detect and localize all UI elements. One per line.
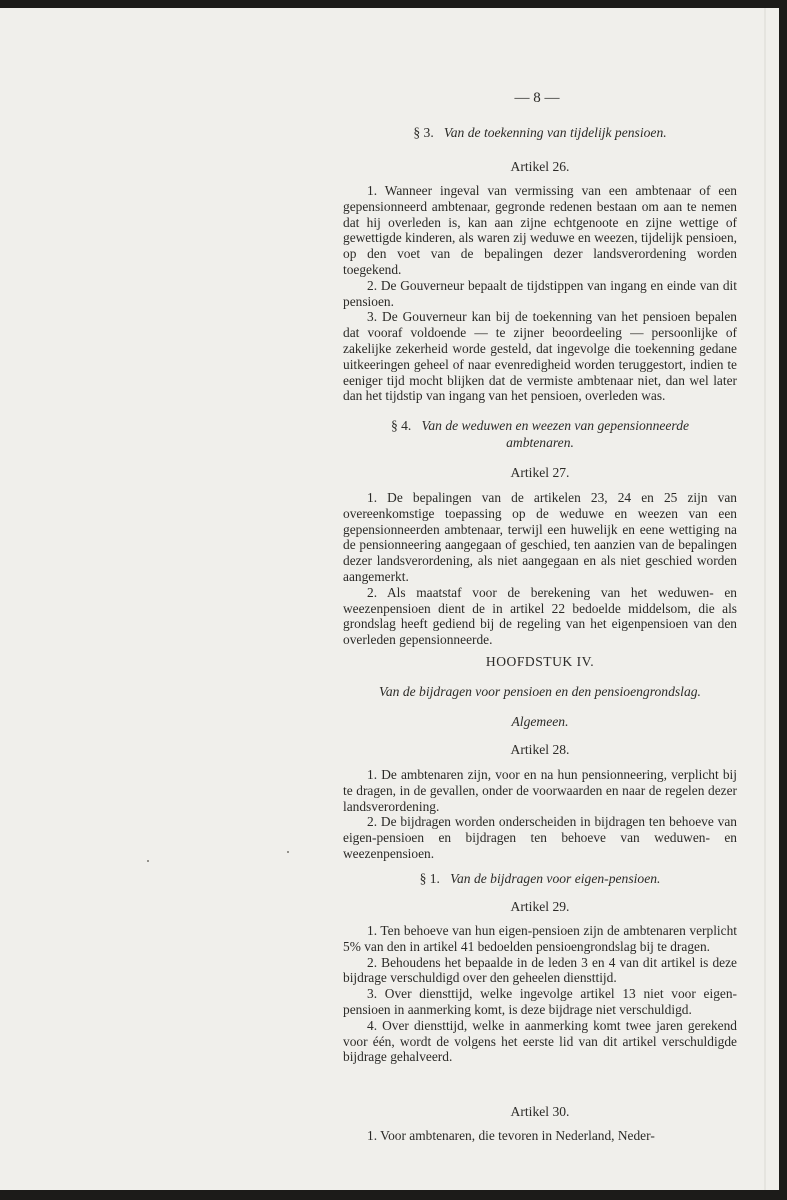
page-number: — 8 — (514, 90, 560, 106)
section-1-number: § 1. (419, 871, 440, 886)
scan-speck (147, 860, 149, 862)
article-27-paragraph-1: 1. De bepalingen van de artikelen 23, 24 en 25 zijn van overeenkomstige toepassing op de weduwe en weezen van een gepensionneerden ambtenaar, terwijl een huwelijk en eene wettiging na de pensionneering aangegaan of geschied, ten aanzien van de bepalingen dezer landsverordening, als niet aangegaan en als niet geschied worden aangemerkt. (343, 490, 737, 584)
article-29-paragraph-1: 1. Ten behoeve van hun eigen-pensioen zijn de ambtenaren verplicht 5% van den in artikel 41 bedoelden pensioengrondslag bij te dragen. (343, 923, 737, 954)
article-30-body (343, 1128, 737, 1144)
article-29-body (343, 923, 737, 1065)
article-27-body (343, 490, 737, 648)
document-page (0, 8, 779, 1190)
article-26-paragraph-3: 3. De Gouverneur kan bij de toekenning van het pensioen bepalen dat vooraf voldoende — te zijner beoordeeling — persoonlijke of zakelijke zekerheid worde gesteld, dat ingevolge die toekenning gedane uitkeeringen geheel of naar evenredigheid worden teruggestort, indien te eeniger tijd mocht blijken dat de vermiste ambtenaar niet, dan wel later dan het tijdstip van ingang van het pensioen, overleden was. (343, 309, 737, 404)
section-1-title: Van de bijdragen voor eigen-pensioen. (450, 871, 661, 886)
article-27-paragraph-2: 2. Als maatstaf voor de berekening van het weduwen- en weezenpensioen dient de in artikel 22 bedoelde middelsom, die als grondslag heeft gediend bij de regeling van het eigenpensioen van den overleden gepensionneerde. (343, 584, 737, 648)
article-28-body (343, 767, 737, 862)
chapter-heading: HOOFDSTUK IV. (485, 654, 595, 669)
article-26-title: Artikel 26. (510, 159, 570, 174)
scan-speck (287, 851, 289, 853)
general-heading-text: Algemeen. (511, 714, 569, 729)
article-30-title: Artikel 30. (510, 1104, 570, 1119)
section-4-number: § 4. (390, 418, 412, 433)
article-26-paragraph-1: 1. Wanneer ingeval van vermissing van een ambtenaar of een gepensionneerd ambtenaar, gegronde redenen bestaan om aan te nemen dat hij overleden is, kan aan zijne echtgenoote en zijne wettige of gewettigde kinderen, als waren zij weduwe en weezen, tijdelijk pensioen, op den voet van de bepalingen dezer landsverordening worden toegekend. (343, 183, 737, 277)
article-26-body (343, 183, 737, 404)
section-4-heading (343, 417, 737, 451)
section-4-title-line-1: Van de weduwen en weezen van gepensionneerde (421, 418, 690, 433)
chapter-subtitle (343, 683, 737, 700)
chapter-subtitle-text: Van de bijdragen voor pensioen en den pensioengrondslag. (379, 684, 701, 699)
section-3-number: § 3. (413, 125, 434, 140)
article-29-paragraph-4: 4. Over diensttijd, welke in aanmerking komt twee jaren gerekend voor één, wordt de volgens het eerste lid van dit artikel verschuldigde bijdrage gehalveerd. (343, 1017, 737, 1065)
article-28-paragraph-2: 2. De bijdragen worden onderscheiden in bijdragen ten behoeve van eigen-pensioen en bijdragen ten behoeve van weduwen- en weezenpensioen. (343, 814, 737, 861)
article-26-paragraph-2: 2. De Gouverneur bepaalt de tijdstippen van ingang en einde van dit pensioen. (343, 277, 737, 309)
scan-edge (764, 8, 766, 1190)
article-28-title: Artikel 28. (510, 742, 570, 757)
section-4-title-line-2: ambtenaren. (506, 435, 574, 450)
section-3-heading (343, 124, 737, 141)
article-29-paragraph-3: 3. Over diensttijd, welke ingevolge artikel 13 niet voor eigen-pensioen in aanmerking komt, is deze bijdrage niet verschuldigd. (343, 986, 737, 1017)
general-heading (343, 713, 737, 730)
article-30-paragraph-1: 1. Voor ambtenaren, die tevoren in Nederland, Neder- (367, 1128, 655, 1143)
article-29-paragraph-2: 2. Behoudens het bepaalde in de leden 3 en 4 van dit artikel is deze bijdrage verschuldigd over den geheelen diensttijd. (343, 954, 737, 986)
section-1-heading (343, 870, 737, 887)
article-28-paragraph-1: 1. De ambtenaren zijn, voor en na hun pensionneering, verplicht bij te dragen, in de gevallen, onder de voorwaarden en naar de regelen dezer landsverordening. (343, 767, 737, 814)
section-3-title: Van de toekenning van tijdelijk pensioen. (443, 125, 667, 140)
article-29-title: Artikel 29. (510, 899, 570, 914)
article-27-title: Artikel 27. (510, 465, 570, 480)
